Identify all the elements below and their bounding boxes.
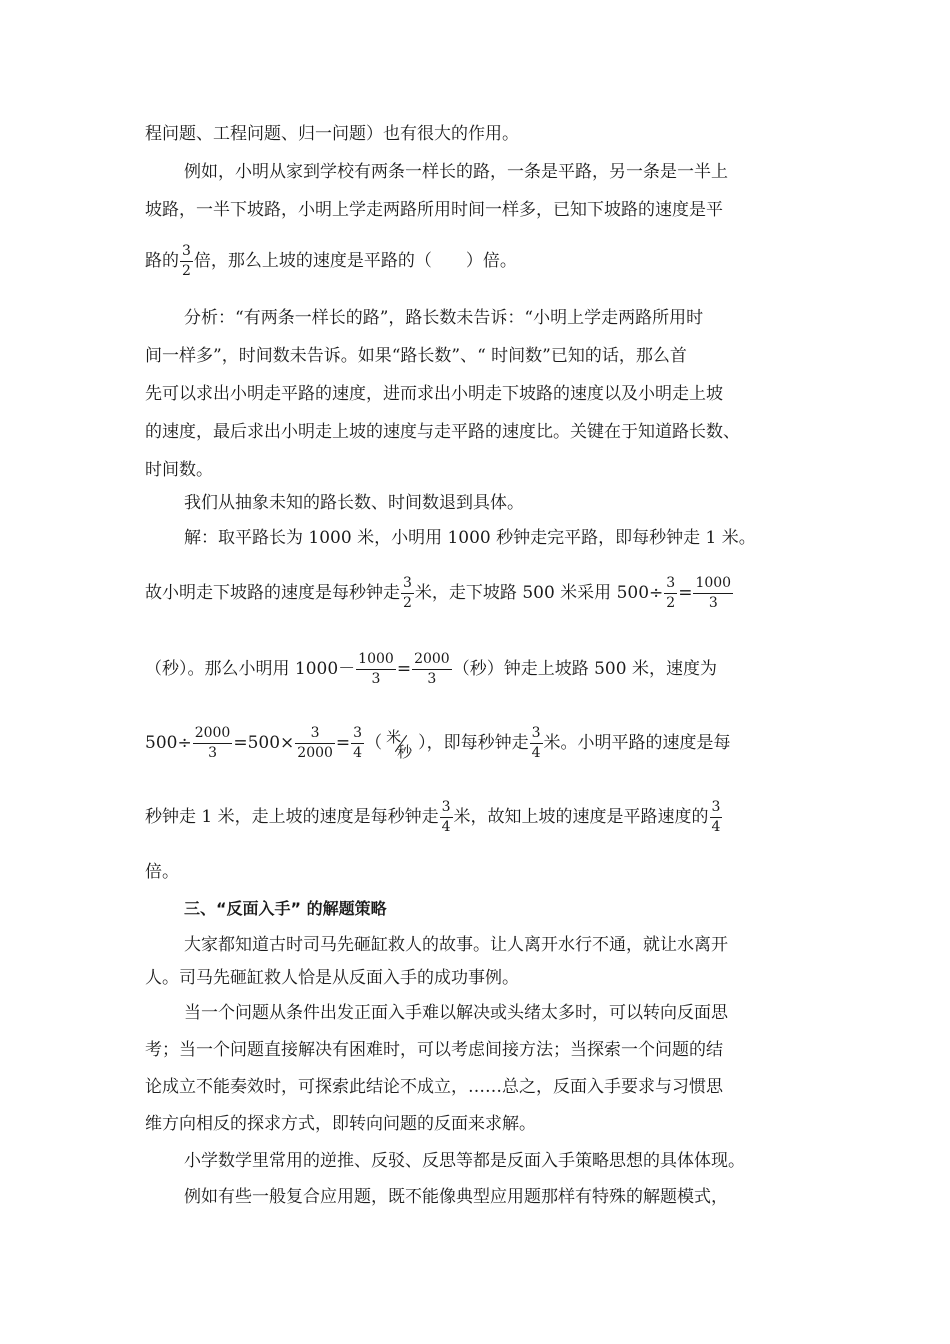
text-line-with-fraction: [145, 652, 717, 687]
text-line-with-fraction: [145, 244, 517, 279]
denominator: 3: [208, 745, 217, 761]
text-line: 人。司马先砸缸救人恰是从反面入手的成功事例。: [145, 968, 519, 988]
numerator: 3: [440, 800, 453, 818]
text-line: 小学数学里常用的逆推、反驳、反思等都是反面入手策略思想的具体体现。: [184, 1151, 745, 1171]
text-segment: 米。小明平路的速度是每: [543, 733, 731, 753]
fraction-3-4: [440, 800, 453, 835]
equals-sign: =: [396, 659, 412, 679]
numerator: 3: [664, 576, 677, 594]
denominator: 4: [353, 745, 363, 761]
numerator: 3: [401, 576, 414, 594]
text-line: 维方向相反的探求方式，即转向问题的反面来求解。: [145, 1114, 536, 1134]
text-line: 例如，小明从家到学校有两条一样长的路，一条是平路，另一条是一半上: [184, 162, 728, 182]
numerator: 3: [710, 800, 723, 818]
text-line: 先可以求出小明走平路的速度，进而求出小明走下坡路的速度以及小明走上坡: [145, 384, 723, 404]
fraction-1000-3: [693, 576, 733, 611]
denominator: 4: [441, 819, 451, 835]
equals-sign: =: [335, 733, 351, 753]
unit-numerator: 米: [386, 727, 402, 746]
text-line-with-fraction: [145, 800, 723, 835]
numerator: 3: [530, 726, 543, 744]
text-segment: ），即每秒钟走: [418, 733, 529, 753]
denominator: 4: [711, 819, 721, 835]
denominator: 3: [371, 671, 381, 687]
denominator: 2: [403, 595, 412, 611]
text-line: 解：取平路长为 1000 米，小明用 1000 秒钟走完平路，即每秒钟走 1 米。: [184, 528, 756, 548]
unit-denominator: 秒: [397, 742, 413, 761]
text-line: 时间数。: [145, 460, 213, 480]
text-line-with-fraction: [145, 576, 734, 611]
fraction-3-2: [401, 576, 414, 611]
text-segment: 500÷: [145, 733, 192, 753]
fraction-2000-3: [193, 726, 233, 761]
text-line-with-fraction: [145, 726, 731, 761]
text-line: 坡路，一半下坡路，小明上学走两路所用时间一样多，已知下坡路的速度是平: [145, 200, 723, 220]
fraction-3-2000: [295, 726, 335, 761]
text-segment: 倍，那么上坡的速度是平路的（ ）倍。: [193, 251, 517, 271]
text-line: 间一样多”，时间数未告诉。如果“路长数”、“ 时间数”已知的话，那么首: [145, 346, 687, 366]
fraction-3-4: [710, 800, 723, 835]
fraction-3-4: [351, 726, 364, 761]
text-segment: （秒）。那么小明用 1000－: [145, 659, 356, 679]
text-segment: 秒钟走 1 米，走上坡的速度是每秒钟走: [145, 807, 439, 827]
text-line: 例如有些一般复合应用题，既不能像典型应用题那样有特殊的解题模式，: [184, 1187, 728, 1207]
text-line: 大家都知道古时司马先砸缸救人的故事。让人离开水行不通，就让水离开: [184, 935, 728, 955]
unit-meters-per-second: [382, 729, 418, 759]
text-segment: 米，走下坡路 500 米采用 500÷: [414, 583, 664, 603]
denominator: 3: [708, 595, 718, 611]
text-line: 论成立不能奏效时，可探索此结论不成立，……总之，反面入手要求与习惯思: [145, 1077, 723, 1097]
text-line: 我们从抽象未知的路长数、时间数退到具体。: [184, 493, 524, 513]
denominator: 2: [182, 263, 191, 279]
section-heading: 三、“反面入手” 的解题策略: [184, 899, 387, 918]
text-segment: 路的: [145, 251, 179, 271]
denominator: 4: [531, 745, 541, 761]
denominator: 2: [666, 595, 676, 611]
text-line: 的速度，最后求出小明走上坡的速度与走平路的速度比。关键在于知道路长数、: [145, 422, 740, 442]
text-segment: （秒）钟走上坡路 500 米，速度为: [452, 659, 717, 679]
text-line: 倍。: [145, 862, 179, 882]
fraction-2000-3: [412, 652, 452, 687]
denominator: 2000: [297, 745, 333, 761]
numerator: 1000: [356, 652, 396, 670]
text-line: 分析：“有两条一样长的路”，路长数未告诉：“小明上学走两路所用时: [184, 308, 704, 328]
text-segment: （: [365, 733, 383, 753]
text-line: 考；当一个问题直接解决有困难时，可以考虑间接方法；当探索一个问题的结: [145, 1040, 723, 1060]
numerator: 1000: [693, 576, 733, 594]
text-segment: 米，故知上坡的速度是平路速度的: [453, 807, 709, 827]
numerator: 3: [295, 726, 335, 744]
numerator: 2000: [412, 652, 452, 670]
fraction-3-4: [530, 726, 543, 761]
text-segment: =500×: [233, 733, 295, 753]
numerator: 3: [180, 244, 193, 262]
numerator: 3: [351, 726, 364, 744]
fraction-1000-3: [356, 652, 396, 687]
fraction-3-2: [664, 576, 677, 611]
text-line: 当一个问题从条件出发正面入手难以解决或头绪太多时，可以转向反面思: [184, 1003, 728, 1023]
text-line: 程问题、工程问题、归一问题）也有很大的作用。: [145, 124, 519, 144]
fraction-3-2: [180, 244, 193, 279]
denominator: 3: [427, 671, 437, 687]
equals-sign: =: [678, 583, 693, 603]
numerator: 2000: [193, 726, 233, 744]
text-segment: 故小明走下坡路的速度是每秒钟走: [145, 583, 400, 603]
